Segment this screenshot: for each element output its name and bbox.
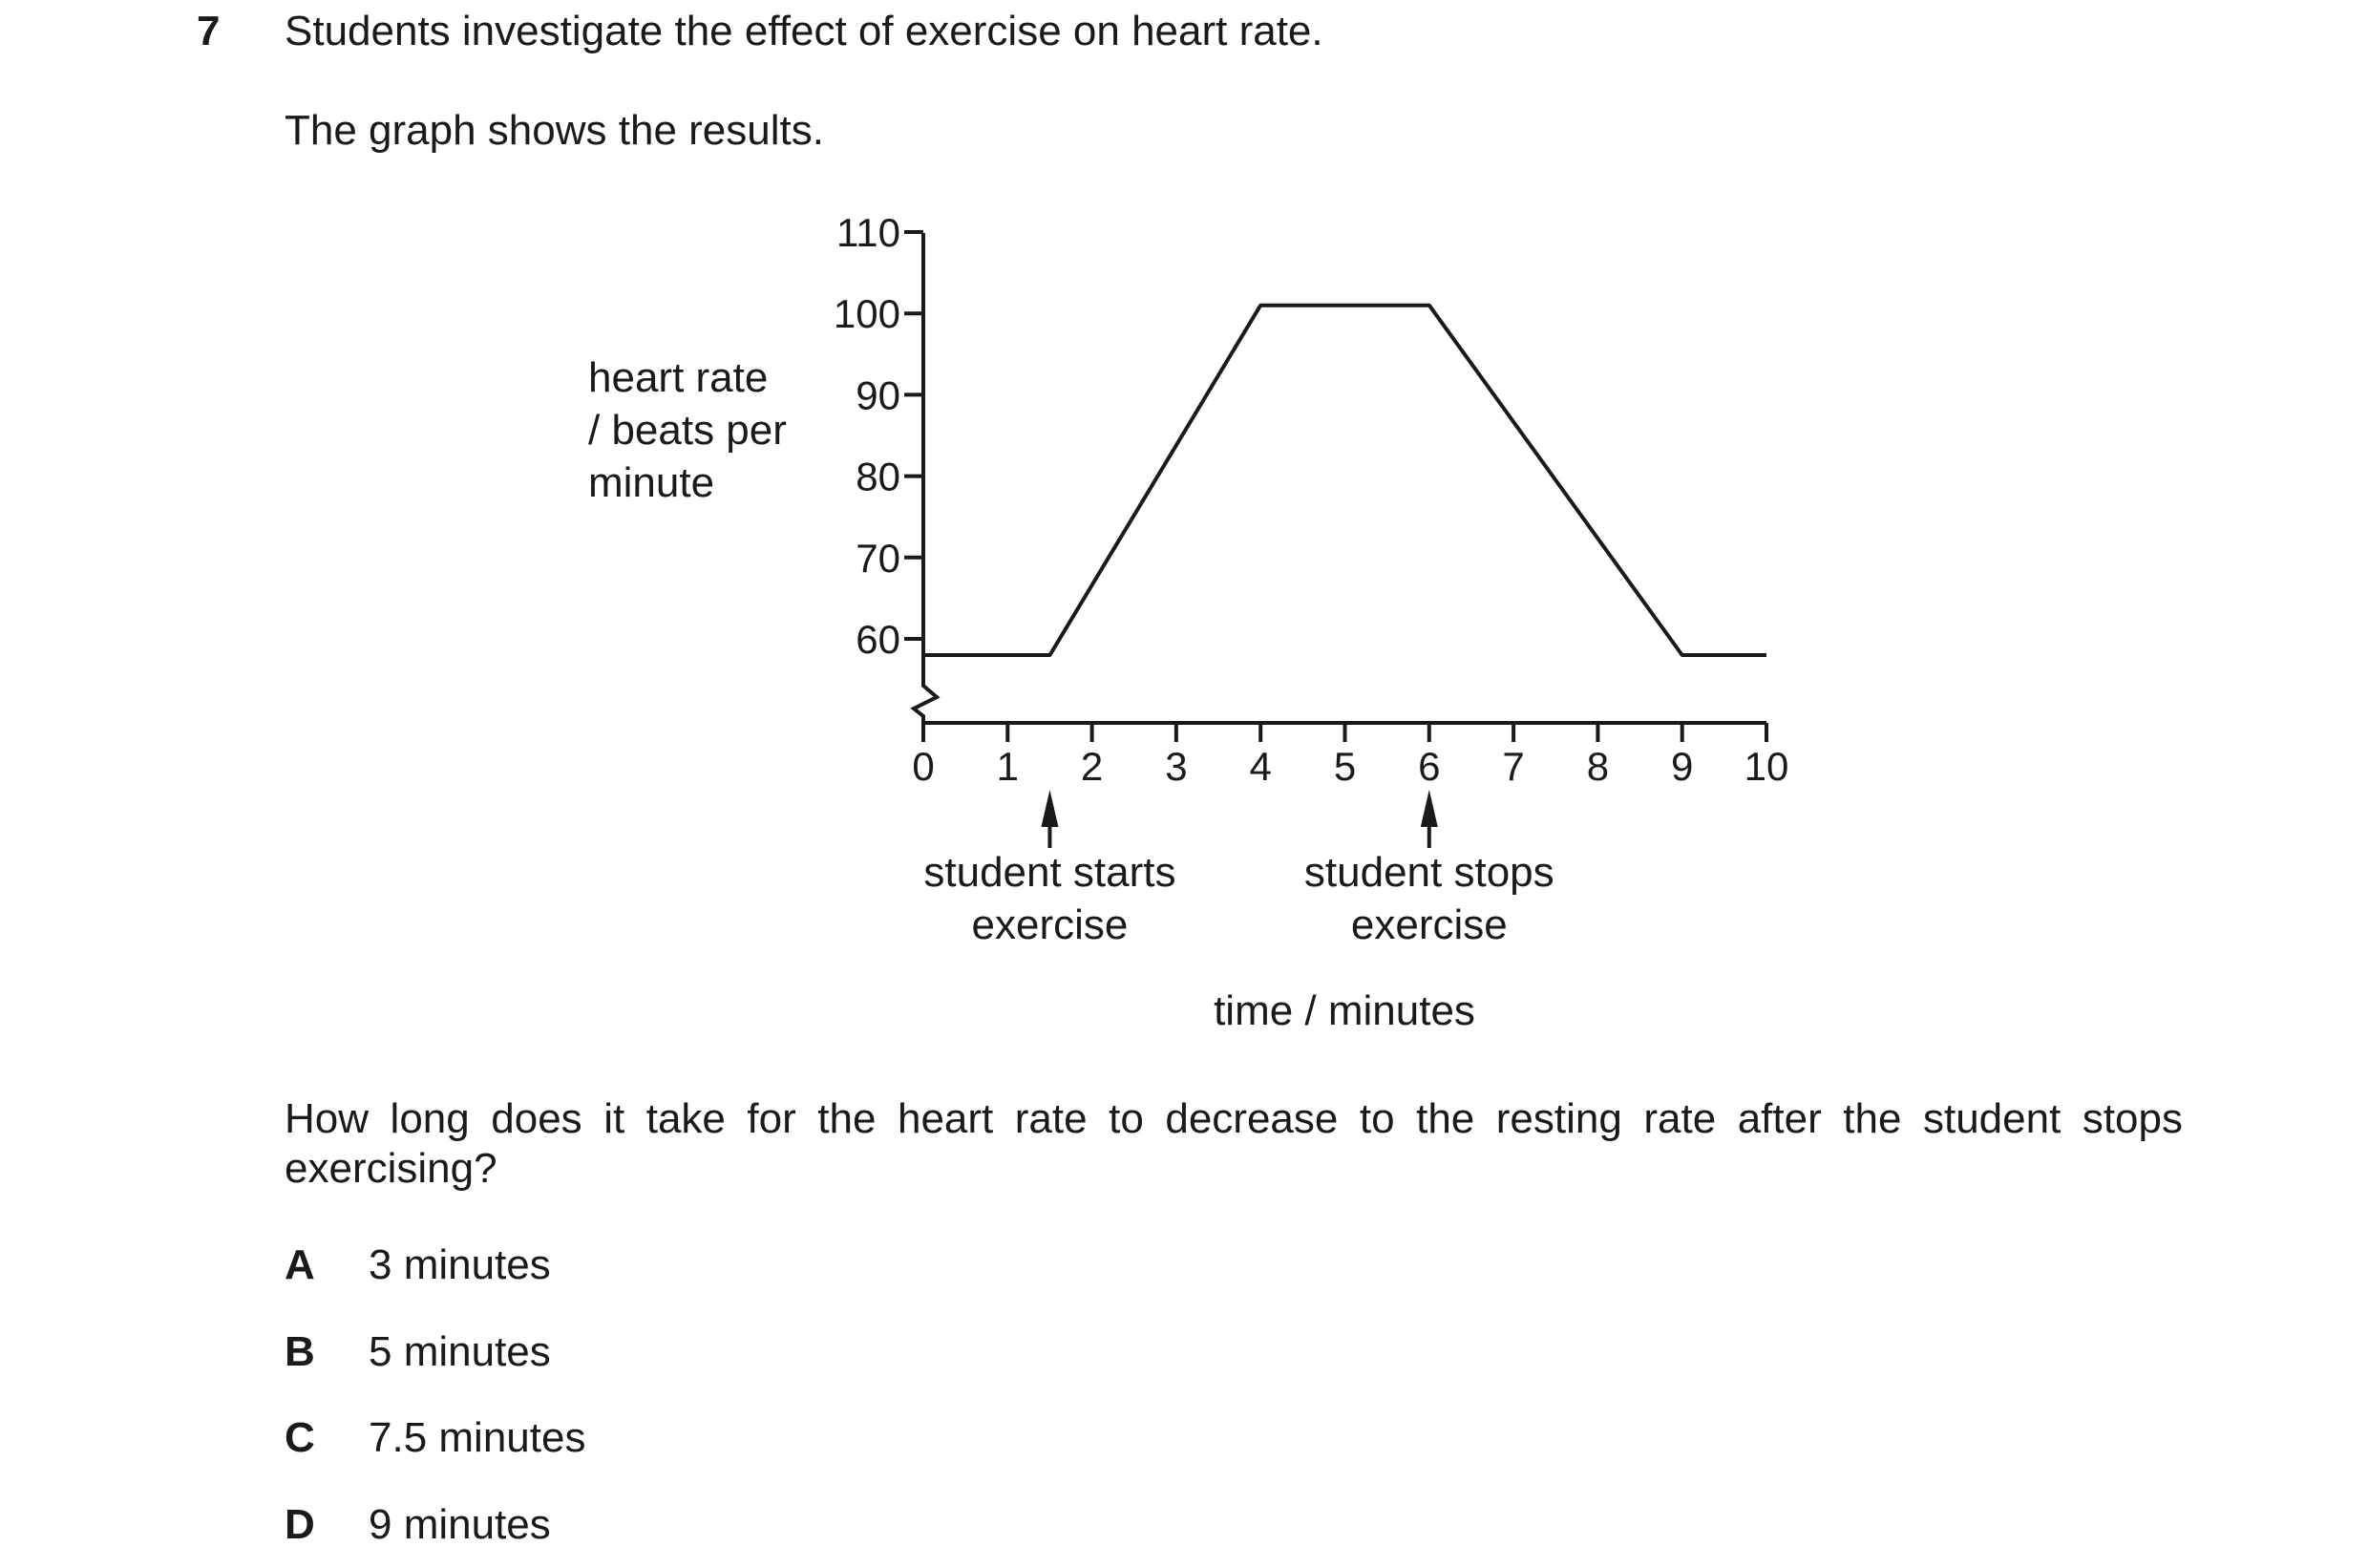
x-tick-label: 6 xyxy=(1418,744,1441,789)
question-stem: Students investigate the effect of exercise on heart rate. xyxy=(285,8,1323,54)
option-letter: A xyxy=(285,1241,315,1288)
x-tick-label: 1 xyxy=(996,744,1019,789)
answer-option-c[interactable] xyxy=(285,1414,585,1462)
x-axis-label: time / minutes xyxy=(1214,987,1475,1034)
y-tick-label: 100 xyxy=(833,291,900,337)
option-text: 3 minutes xyxy=(369,1241,551,1288)
option-letter: C xyxy=(285,1414,315,1461)
annotation-label: exercise xyxy=(971,901,1129,948)
y-axis-label-line: / beats per xyxy=(588,407,787,454)
y-axis-label-line: heart rate xyxy=(588,354,769,401)
option-text: 7.5 minutes xyxy=(369,1414,586,1461)
question-number: 7 xyxy=(197,8,221,54)
y-tick-label: 70 xyxy=(856,535,900,581)
option-letter: D xyxy=(285,1501,315,1548)
y-tick-label: 80 xyxy=(856,454,900,499)
x-tick-label: 8 xyxy=(1586,744,1610,789)
x-tick-label: 5 xyxy=(1333,744,1357,789)
answer-option-a[interactable] xyxy=(285,1241,551,1289)
x-tick-label: 2 xyxy=(1080,744,1104,789)
annotation-arrow-head xyxy=(1041,790,1058,827)
x-tick-label: 0 xyxy=(912,744,935,789)
annotation-arrow-head xyxy=(1421,790,1438,827)
option-text: 9 minutes xyxy=(369,1501,551,1548)
y-tick-label: 90 xyxy=(856,372,900,418)
x-tick-label: 4 xyxy=(1249,744,1272,789)
option-text: 5 minutes xyxy=(369,1328,551,1375)
option-letter: B xyxy=(285,1328,315,1375)
annotation-label: exercise xyxy=(1350,901,1508,948)
heart-rate-line xyxy=(923,306,1766,655)
y-tick-label: 60 xyxy=(856,617,900,662)
x-tick-label: 7 xyxy=(1502,744,1525,789)
x-tick-label: 10 xyxy=(1744,744,1789,789)
annotation-label: student stops xyxy=(1303,849,1554,896)
answer-option-d[interactable] xyxy=(285,1501,551,1549)
x-tick-label: 3 xyxy=(1165,744,1188,789)
question-text: How long does it take for the heart rate to decrease to the resting rate after the student stops exercising? xyxy=(285,1095,2183,1192)
annotation-label: student starts xyxy=(923,849,1176,896)
y-axis-label-line: minute xyxy=(588,459,715,506)
x-tick-label: 9 xyxy=(1671,744,1694,789)
y-tick-label: 110 xyxy=(836,210,900,255)
graph-intro: The graph shows the results. xyxy=(285,107,824,154)
answer-option-b[interactable] xyxy=(285,1328,551,1376)
